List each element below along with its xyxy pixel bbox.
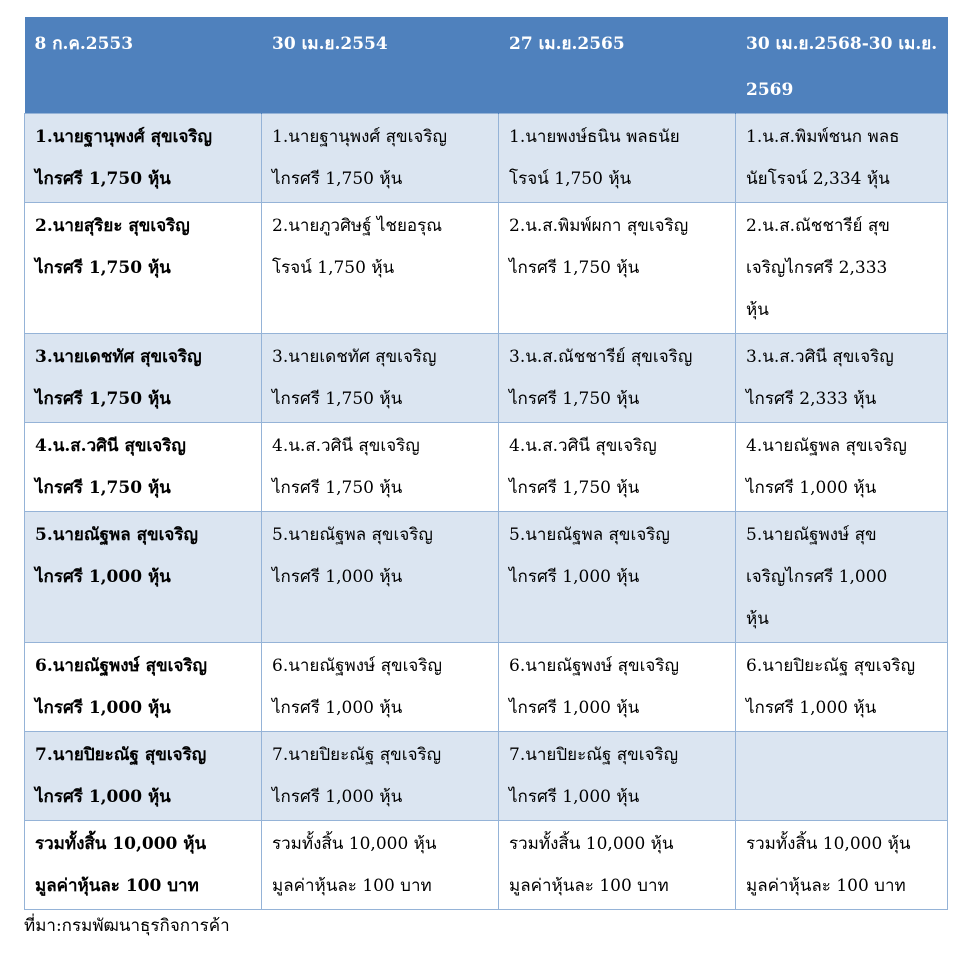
table-cell [499,643,736,732]
cell-text-line: ไกรศรี 1,000 หุ้น [35,567,171,587]
cell-text-line: 2.น.ส.ณัชชารีย์ สุข [746,216,890,236]
cell-text-line: 3.นายเดชทัศ สุขเจริญ [272,347,437,367]
table-cell [736,643,948,732]
cell-text-line: 7.นายปิยะณัฐ สุขเจริญ [272,745,442,765]
table-cell [25,423,262,512]
cell-text-line: ไกรศรี 1,750 หุ้น [35,258,171,278]
cell-text-line: ไกรศรี 1,000 หุ้น [509,698,640,718]
table-cell [262,114,499,203]
cell-text-line: 4.น.ส.วศินี สุขเจริญ [35,436,186,456]
table-cell [25,334,262,423]
header-cell-date-2554: 30 เม.ย.2554 [262,17,499,114]
cell-text-line: รวมทั้งสิ้น 10,000 หุ้น [746,834,911,854]
cell-text-line: โรจน์ 1,750 หุ้น [509,169,632,189]
header-cell-date-2568-2569: 30 เม.ย.2568-30 เม.ย. 2569 [736,17,948,114]
table-cell [262,203,499,334]
table-cell [499,512,736,643]
cell-text-line: ไกรศรี 1,000 หุ้น [272,698,403,718]
cell-text-line: ไกรศรี 1,750 หุ้น [35,169,171,189]
cell-text-line: 4.น.ส.วศินี สุขเจริญ [272,436,420,456]
cell-text-line: 6.นายณัฐพงษ์ สุขเจริญ [509,656,679,676]
cell-text-line: 7.นายปิยะณัฐ สุขเจริญ [509,745,679,765]
cell-text-line: 4.น.ส.วศินี สุขเจริญ [509,436,657,456]
cell-text-line: 1.นายฐานุพงศ์ สุขเจริญ [272,127,447,147]
table-cell [499,423,736,512]
cell-text-line: มูลค่าหุ้นละ 100 บาท [272,876,432,896]
source-note: ที่มา:กรมพัฒนาธุรกิจการค้า [24,916,230,936]
table-cell [499,334,736,423]
cell-text-line: มูลค่าหุ้นละ 100 บาท [509,876,669,896]
cell-text-line: ไกรศรี 1,000 หุ้น [746,698,877,718]
cell-text-line: มูลค่าหุ้นละ 100 บาท [35,876,199,896]
cell-text-line: ไกรศรี 1,000 หุ้น [509,567,640,587]
cell-text-line: ไกรศรี 1,750 หุ้น [272,389,403,409]
table-cell [25,643,262,732]
cell-text-line: ไกรศรี 1,000 หุ้น [35,698,171,718]
header-cell-date-2565: 27 เม.ย.2565 [499,17,736,114]
cell-text-line: หุ้น [746,300,769,320]
table-row [25,423,948,512]
table-cell [262,643,499,732]
table-cell [25,732,262,821]
table-row [25,203,948,334]
cell-text-line: 5.นายณัฐพล สุขเจริญ [35,525,198,545]
cell-text-line: ไกรศรี 1,750 หุ้น [509,258,640,278]
table-cell [736,732,948,821]
cell-text-line: นัยโรจน์ 2,334 หุ้น [746,169,890,189]
cell-text-line: ไกรศรี 1,750 หุ้น [272,169,403,189]
cell-text-line: 6.นายปิยะณัฐ สุขเจริญ [746,656,916,676]
cell-text-line: 3.น.ส.วศินี สุขเจริญ [746,347,894,367]
header-row [25,17,948,114]
table-cell [499,821,736,910]
cell-text-line: 6.นายณัฐพงษ์ สุขเจริญ [35,656,208,676]
cell-text-line: 1.น.ส.พิมพ์ชนก พลธ [746,127,900,147]
table-row [25,512,948,643]
table-cell [499,203,736,334]
cell-text-line: 2.น.ส.พิมพ์ผกา สุขเจริญ [509,216,689,236]
cell-text-line: 1.นายพงษ์ธนิน พลธนัย [509,127,680,147]
table-row [25,643,948,732]
header-cell-date-2553: 8 ก.ค.2553 [25,17,262,114]
table-cell [25,821,262,910]
table-row [25,732,948,821]
cell-text-line: 5.นายณัฐพล สุขเจริญ [509,525,670,545]
table-cell [736,114,948,203]
cell-text-line: ไกรศรี 1,750 หุ้น [35,389,171,409]
table-cell [736,334,948,423]
table-cell [25,512,262,643]
table-row [25,114,948,203]
table-cell [262,821,499,910]
cell-text-line: เจริญไกรศรี 2,333 [746,258,888,278]
cell-text-line: 6.นายณัฐพงษ์ สุขเจริญ [272,656,442,676]
cell-text-line: โรจน์ 1,750 หุ้น [272,258,395,278]
cell-text-line: 2.นายภูวศิษฐ์ ไชยอรุณ [272,216,443,236]
cell-text-line: 7.นายปิยะณัฐ สุขเจริญ [35,745,207,765]
cell-text-line: หุ้น [746,609,769,629]
cell-text-line: ไกรศรี 1,000 หุ้น [746,478,877,498]
table-cell [262,512,499,643]
cell-text-line: รวมทั้งสิ้น 10,000 หุ้น [272,834,437,854]
cell-text-line: รวมทั้งสิ้น 10,000 หุ้น [509,834,674,854]
shareholder-table [24,17,948,910]
cell-text-line: ไกรศรี 2,333 หุ้น [746,389,877,409]
cell-text-line: 3.น.ส.ณัชชารีย์ สุขเจริญ [509,347,693,367]
table-cell [736,821,948,910]
cell-text-line: 5.นายณัฐพงษ์ สุข [746,525,877,545]
cell-text-line: 3.นายเดชทัศ สุขเจริญ [35,347,202,367]
table-cell [736,512,948,643]
table-body [25,114,948,910]
table-cell [499,732,736,821]
cell-text-line: ไกรศรี 1,000 หุ้น [509,787,640,807]
cell-text-line: มูลค่าหุ้นละ 100 บาท [746,876,906,896]
cell-text-line: 2.นายสุริยะ สุขเจริญ [35,216,190,236]
cell-text-line: 5.นายณัฐพล สุขเจริญ [272,525,433,545]
table-cell [736,203,948,334]
table-cell [499,114,736,203]
cell-text-line: 4.นายณัฐพล สุขเจริญ [746,436,907,456]
table-cell [25,114,262,203]
cell-text-line: 1.นายฐานุพงศ์ สุขเจริญ [35,127,213,147]
cell-text-line: ไกรศรี 1,750 หุ้น [509,478,640,498]
table-cell [262,423,499,512]
table-cell [736,423,948,512]
cell-text-line: ไกรศรี 1,750 หุ้น [272,478,403,498]
cell-text-line: รวมทั้งสิ้น 10,000 หุ้น [35,834,207,854]
cell-text-line: ไกรศรี 1,750 หุ้น [35,478,171,498]
table-row [25,334,948,423]
table-cell [262,334,499,423]
cell-text-line: ไกรศรี 1,000 หุ้น [272,787,403,807]
cell-text-line: ไกรศรี 1,000 หุ้น [35,787,171,807]
table-row [25,821,948,910]
cell-text-line: ไกรศรี 1,750 หุ้น [509,389,640,409]
cell-text-line: ไกรศรี 1,000 หุ้น [272,567,403,587]
cell-text-line: เจริญไกรศรี 1,000 [746,567,888,587]
table-cell [262,732,499,821]
table-cell [25,203,262,334]
